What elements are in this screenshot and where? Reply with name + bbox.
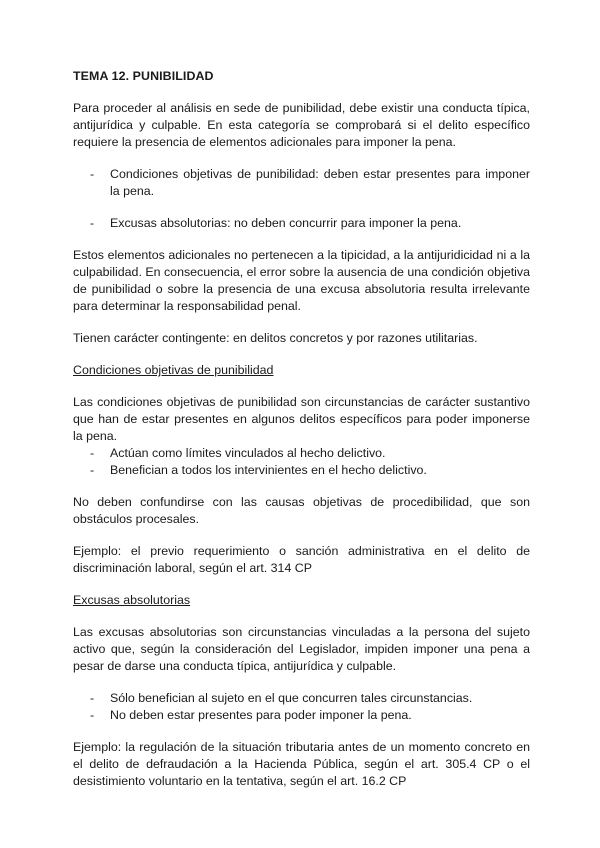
list-item: - Sólo benefician al sujeto en el que concurren tales circunstancias. — [73, 690, 530, 707]
elementos-adicionales-paragraph: Estos elementos adicionales no pertenecen a la tipicidad, a la antijuridicidad ni a la culpabilidad. En consecuencia, el error sobre la ausencia de una condición objetiva de punibilidad o sobre la presencia de una excusa absolutoria resulta irrelevante para determinar la responsabilidad penal. — [73, 248, 530, 313]
condiciones-list — [73, 445, 530, 479]
page-title: TEMA 12. PUNIBILIDAD — [73, 69, 214, 83]
condiciones-example: Ejemplo: el previo requerimiento o sanción administrativa en el delito de discriminación laboral, según el art. 314 CP — [73, 544, 530, 575]
list-item: - Condiciones objetivas de punibilidad: deben estar presentes para imponer la pena. — [73, 166, 530, 200]
procedibilidad-paragraph: No deben confundirse con las causas objetivas de procedibilidad, que son obstáculos procesales. — [73, 495, 530, 526]
list-item: - Excusas absolutorias: no deben concurrir para imponer la pena. — [73, 215, 530, 232]
condiciones-heading: Condiciones objetivas de punibilidad — [73, 363, 274, 377]
excusas-list — [73, 690, 530, 724]
list-item: - Actúan como límites vinculados al hecho delictivo. — [73, 445, 530, 462]
list-item: - Benefician a todos los intervinientes en el hecho delictivo. — [73, 462, 530, 479]
caracter-contingente-paragraph: Tienen carácter contingente: en delitos concretos y por razones utilitarias. — [73, 331, 478, 345]
condiciones-paragraph: Las condiciones objetivas de punibilidad son circunstancias de carácter sustantivo que han de estar presentes en algunos delitos específicos para poder imponerse la pena. — [73, 395, 530, 443]
list-item: - No deben estar presentes para poder imponer la pena. — [73, 707, 530, 724]
excusas-example: Ejemplo: la regulación de la situación tributaria antes de un momento concreto en el delito de defraudación a la Hacienda Pública, según el art. 305.4 CP o el desistimiento voluntario en la tentativa, según el art. 16.2 CP — [73, 740, 530, 788]
intro-list — [73, 166, 530, 232]
excusas-paragraph: Las excusas absolutorias son circunstancias vinculadas a la persona del sujeto activo que, según la consideración del Legislador, impiden imponer una pena a pesar de darse una conducta típica, antijurídica y culpable. — [73, 625, 530, 673]
excusas-heading: Excusas absolutorias — [73, 593, 191, 607]
intro-paragraph: Para proceder al análisis en sede de punibilidad, debe existir una conducta típica, antijurídica y culpable. En esta categoría se comprobará si el delito específico requiere la presencia de elementos adicionales para imponer la pena. — [73, 101, 530, 149]
document-page — [73, 68, 530, 805]
